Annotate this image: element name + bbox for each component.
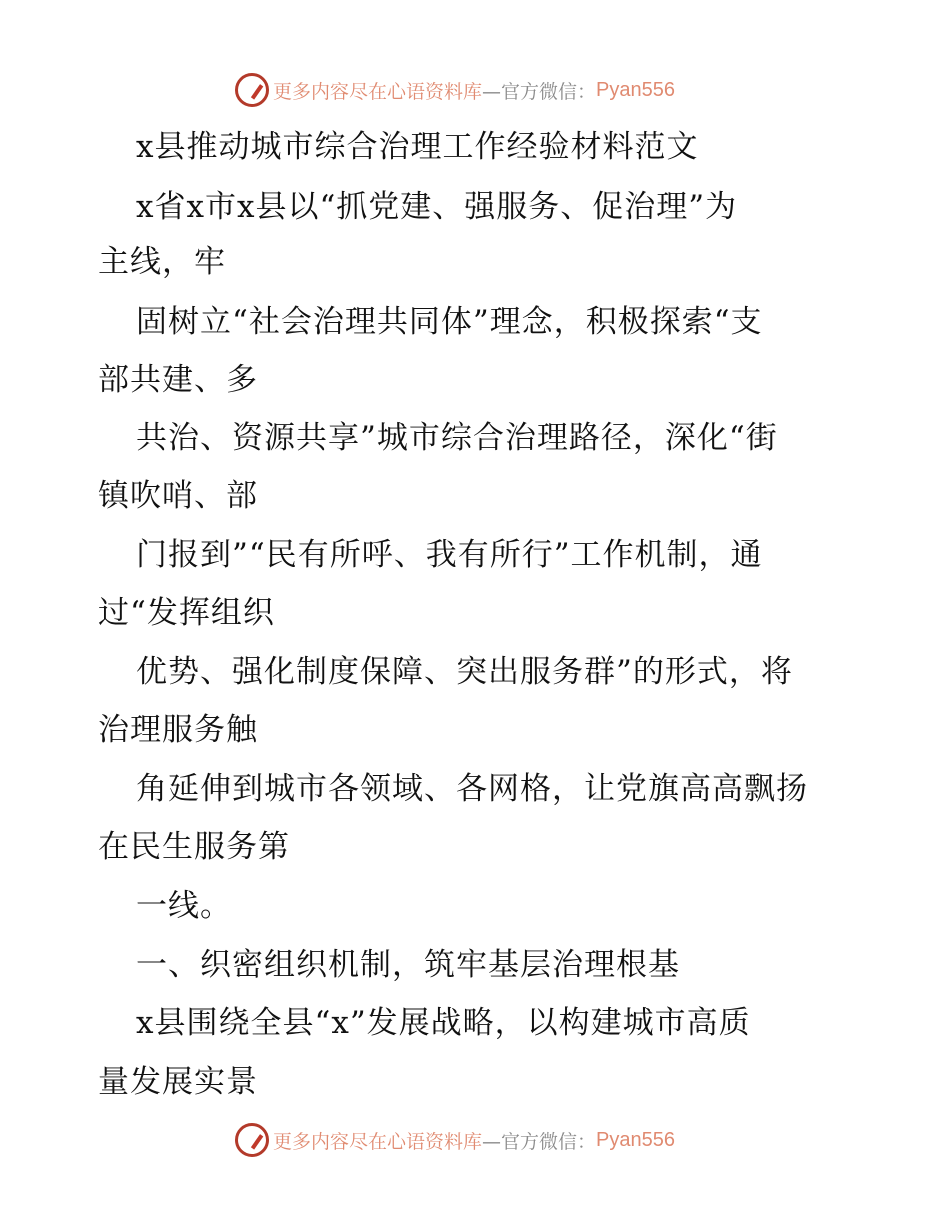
watermark-footer <box>235 1120 675 1160</box>
watermark-text: 更多内容尽在心语资料库 <box>273 80 483 103</box>
paragraph-line: 共治、资源共享”城市综合治理路径，深化“街 <box>136 420 778 456</box>
document-title: x县推动城市综合治理工作经验材料范文 <box>136 129 699 165</box>
watermark-wechat-id: Pyan556 <box>596 1128 675 1151</box>
logo-icon <box>235 73 269 107</box>
watermark-wechat-id: Pyan556 <box>596 78 675 101</box>
paragraph-line: 优势、强化制度保障、突出服务群”的形式，将 <box>136 654 793 690</box>
paragraph-line: x县围绕全县“x”发展战略，以构建城市高质 <box>136 1005 751 1041</box>
watermark-wechat-label: —官方微信： <box>482 80 597 103</box>
logo-icon <box>235 1123 269 1157</box>
paragraph-line: 过“发挥组织 <box>98 595 275 631</box>
paragraph-line: 治理服务触 <box>98 712 258 748</box>
watermark-header <box>235 70 675 110</box>
paragraph-line: 量发展实景 <box>98 1064 258 1100</box>
watermark-text: 更多内容尽在心语资料库 <box>273 1130 483 1153</box>
watermark-wechat-label: —官方微信： <box>482 1130 597 1153</box>
paragraph-line: x省x市x县以“抓党建、强服务、促治理”为 <box>136 189 738 225</box>
paragraph-line: 固树立“社会治理共同体”理念，积极探索“支 <box>136 304 763 340</box>
paragraph-line: 门报到”“民有所呼、我有所行”工作机制，通 <box>136 537 763 573</box>
paragraph-line: 镇吹哨、部 <box>98 478 258 514</box>
paragraph-line: 主线，牢 <box>98 244 226 280</box>
paragraph-line: 角延伸到城市各领域、各网格，让党旗高高飘扬 <box>136 771 808 807</box>
section-heading: 一、织密组织机制，筑牢基层治理根基 <box>136 947 680 983</box>
paragraph-line: 部共建、多 <box>98 362 258 398</box>
paragraph-line: 在民生服务第 <box>98 829 290 865</box>
paragraph-line: 一线。 <box>136 888 232 924</box>
